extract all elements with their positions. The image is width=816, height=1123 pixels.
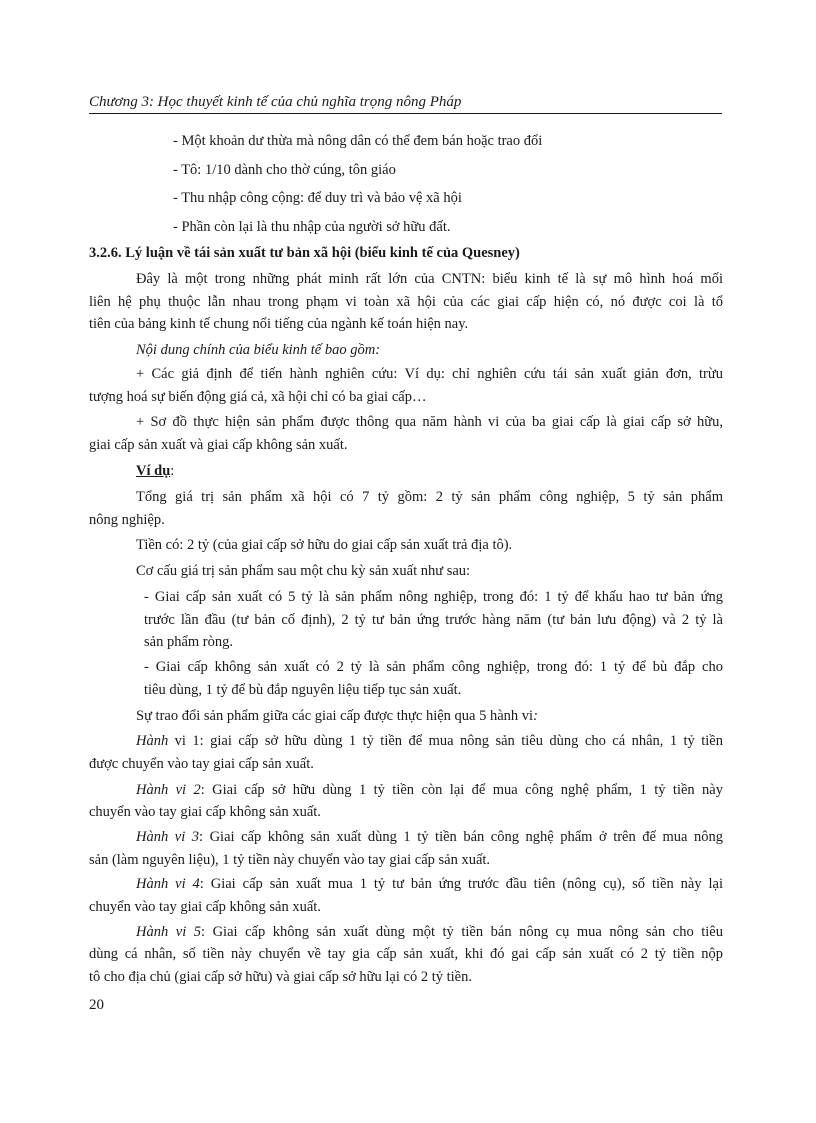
section-heading: 3.2.6. Lý luận về tái sản xuất tư bản xã hội (biểu kinh tế của Quesney) xyxy=(89,245,520,261)
example-colon: : xyxy=(170,463,175,479)
act-label: Hành vi 5 xyxy=(136,924,202,940)
production-class-line: sản phẩm ròng. xyxy=(144,634,233,650)
act-line xyxy=(136,924,723,941)
total-value-line: Tổng giá trị sản phẩm xã hội có 7 tỷ gồm: 2 tỷ sản phẩm công nghiệp, 5 tỷ sản phẩm xyxy=(136,489,723,505)
production-class-line: trước lần đầu (tư bản cố định), 2 tỷ tư bản ứng trước hàng năm (tư bản lưu động) và 2 tỷ là xyxy=(144,612,723,628)
bullet-item: - Phần còn lại là thu nhập của người sở hữu đất. xyxy=(173,219,451,235)
exchange-intro-text: Sự trao đổi sản phẩm giữa các giai cấp được thực hiện qua 5 hành vi xyxy=(136,708,534,724)
act-text: : Giai cấp không sản xuất dùng một tỷ tiền bán nông cụ mua nông sản cho tiêu xyxy=(201,924,723,940)
act-line: chuyển vào tay giai cấp không sản xuất. xyxy=(89,804,321,820)
scheme-line: + Sơ đồ thực hiện sản phẩm được thông qua năm hành vi của ba giai cấp là giai cấp sở hữu, xyxy=(136,414,723,430)
bullet-item: - Tô: 1/10 dành cho thờ cúng, tôn giáo xyxy=(173,162,396,178)
example-label: Ví dụ xyxy=(136,463,171,479)
bullet-item: - Thu nhập công cộng: để duy trì và bảo vệ xã hội xyxy=(173,190,462,206)
act-text: : Giai cấp sản xuất mua 1 tỷ tư bản ứng trước đầu tiên (nông cụ), số tiền này lại xyxy=(199,876,723,892)
scheme-line: giai cấp sản xuất và giai cấp không sản xuất. xyxy=(89,437,348,453)
act-line: sản (làm nguyên liệu), 1 tỷ tiền này chuyển vào tay giai cấp sản xuất. xyxy=(89,852,491,868)
page-number: 20 xyxy=(89,997,104,1013)
structure-intro: Cơ cấu giá trị sản phẩm sau một chu kỳ sản xuất như sau: xyxy=(136,563,471,579)
act-line xyxy=(136,876,723,893)
act-label: Hành vi 3 xyxy=(136,829,200,845)
act-line: chuyển vào tay giai cấp không sản xuất. xyxy=(89,899,321,915)
header-rule xyxy=(89,113,722,114)
act-line xyxy=(136,733,723,750)
exchange-intro xyxy=(136,708,538,725)
act-line xyxy=(136,782,723,799)
exchange-intro-colon: : xyxy=(533,708,538,724)
production-class-line: - Giai cấp sản xuất có 5 tỷ là sản phẩm nông nghiệp, trong đó: 1 tỷ để khấu hao tư bản ứng xyxy=(144,589,723,605)
intro-line: liên hệ phụ thuộc lẫn nhau trong phạm vi toàn xã hội của các giai cấp hiện có, nó được coi là tổ xyxy=(89,294,723,310)
act-line: dùng cá nhân, số tiền này chuyển về tay gia cấp sản xuất, khi đó gai cấp sản xuất có 2 tỷ tiền nộp xyxy=(89,946,723,962)
total-value-line: nông nghiệp. xyxy=(89,512,165,528)
act-label: Hành xyxy=(136,733,169,749)
assumption-line: + Các giả định để tiến hành nghiên cứu: Ví dụ: chỉ nghiên cứu tái sản xuất giản đơn, trừu xyxy=(136,366,723,382)
act-label: Hành vi 4 xyxy=(136,876,200,892)
act-line: tô cho địa chủ (giai cấp sở hữu) và giai cấp sở hữu lại có 2 tỷ tiền. xyxy=(89,969,472,985)
assumption-line: tượng hoá sự biến động giá cả, xã hội chỉ có ba giai cấp… xyxy=(89,389,427,405)
act-text: vi 1: giai cấp sở hữu dùng 1 tỷ tiền để mua nông sản tiêu dùng cho cá nhân, 1 tỷ tiền xyxy=(168,733,723,749)
act-line: được chuyển vào tay giai cấp sản xuất. xyxy=(89,756,314,772)
intro-line: tiên của bảng kinh tế chung nổi tiếng của ngành kế toán hiện nay. xyxy=(89,316,469,332)
act-line xyxy=(136,829,723,846)
content-heading: Nội dung chính của biểu kinh tế bao gồm: xyxy=(136,342,381,358)
act-text: : Giai cấp không sản xuất dùng 1 tỷ tiền bán công nghệ phẩm ở trên để mua nông xyxy=(199,829,724,845)
nonproduction-class-line: - Giai cấp không sản xuất có 2 tỷ là sản phẩm công nghiệp, trong đó: 1 tỷ để bù đắp cho xyxy=(144,659,723,675)
example-heading xyxy=(136,463,174,480)
act-label: Hành vi 2 xyxy=(136,782,201,798)
act-text: : Giai cấp sở hữu dùng 1 tỷ tiền còn lại để mua công nghệ phẩm, 1 tỷ tiền này xyxy=(200,782,723,798)
bullet-item: - Một khoản dư thừa mà nông dân có thể đem bán hoặc trao đổi xyxy=(173,133,543,149)
running-header: Chương 3: Học thuyết kinh tế của chủ nghĩa trọng nông Pháp xyxy=(89,94,462,110)
nonproduction-class-line: tiêu dùng, 1 tỷ để bù đắp nguyên liệu tiếp tục sản xuất. xyxy=(144,682,462,698)
money-line: Tiền có: 2 tỷ (của giai cấp sở hữu do giai cấp sản xuất trả địa tô). xyxy=(136,537,513,553)
intro-line: Đây là một trong những phát minh rất lớn của CNTN: biểu kinh tế là sự mô hình hoá mối xyxy=(136,271,723,287)
